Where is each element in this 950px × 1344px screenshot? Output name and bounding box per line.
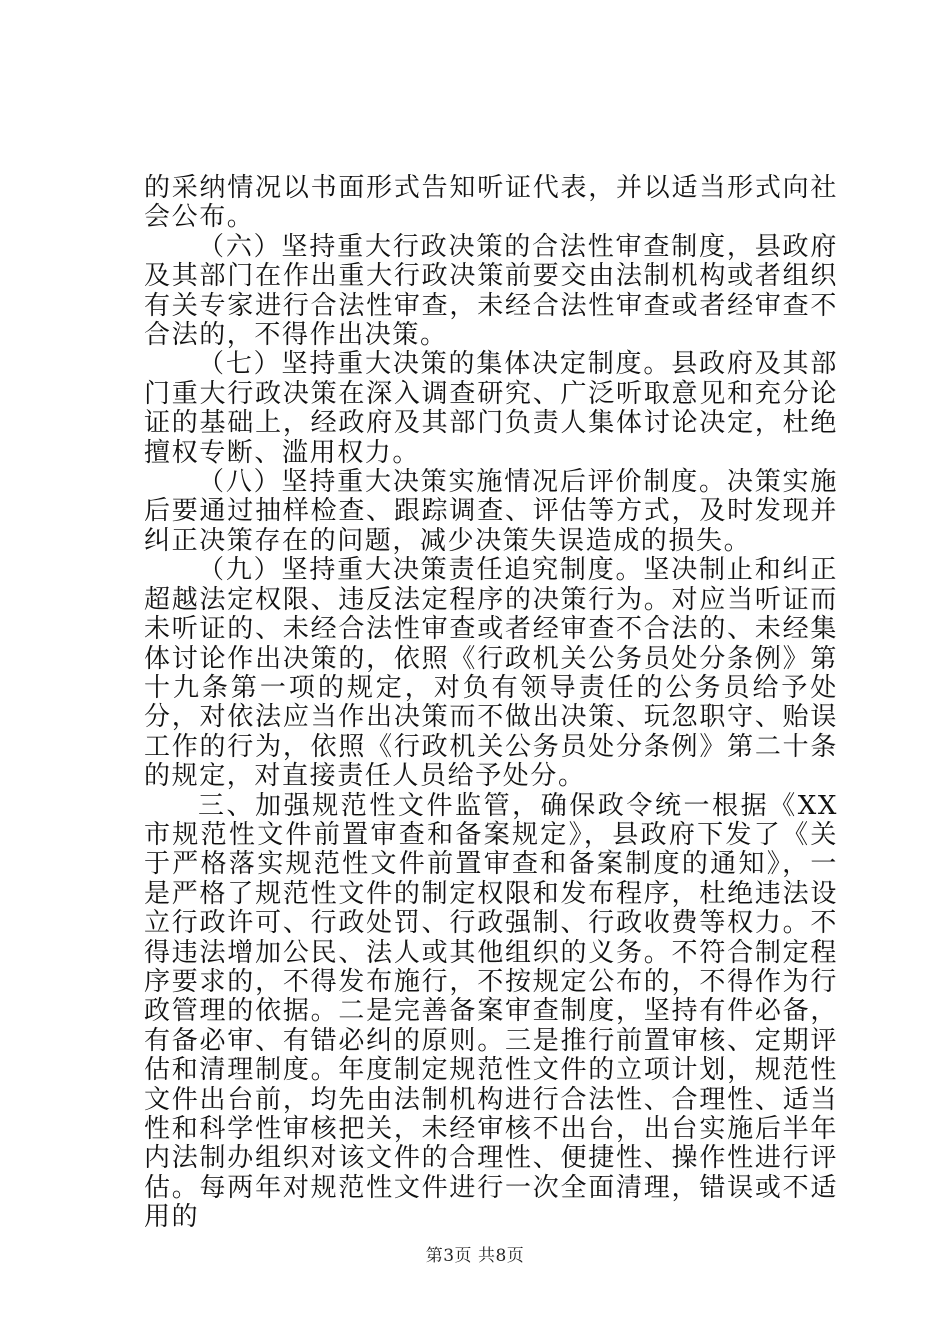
paragraph-5: 三、加强规范性文件监管，确保政令统一根据《XX市规范性文件前置审查和备案规定》，县政府下发了《关于严格落实规范性文件前置审查和备案制度的通知》，一是严格了规范性文件的制定权限和发布程序，杜绝违法设立行政许可、行政处罚、行政强制、行政收费等权力。不得违法增加公民、法人或其他组织的义务。不符合制定程序要求的，不得发布施行，不按规定公布的，不得作为行政管理的依据。二是完善备案审查制度，坚持有件必备，有备必审、有错必纠的原则。三是推行前置审核、定期评估和清理制度。年度制定规范性文件的立项计划，规范性文件出台前，均先由法制机构进行合法性、合理性、适当性和科学性审核把关，未经审核不出台，出台实施后半年内法制办组织对该文件的合理性、便捷性、操作性进行评估。每两年对规范性文件进行一次全面清理，错误或不适用的 bbox=[144, 790, 838, 1233]
page-footer: 第3页 共8页 bbox=[425, 1246, 525, 1266]
document-body bbox=[144, 174, 838, 1233]
paragraph-4: （九）坚持重大决策责任追究制度。坚决制止和纠正超越法定权限、违反法定程序的决策行为。对应当听证而未听证的、未经合法性审查或者经审查不合法的、未经集体讨论作出决策的，依照《行政机关公务员处分条例》第十九条第一项的规定，对负有领导责任的公务员给予处分，对依法应当作出决策而不做出决策、玩忽职守、贻误工作的行为，依照《行政机关公务员处分条例》第二十条的规定，对直接责任人员给予处分。 bbox=[144, 555, 838, 792]
paragraph-3: （八）坚持重大决策实施情况后评价制度。决策实施后要通过抽样检查、跟踪调查、评估等方式，及时发现并纠正决策存在的问题，减少决策失误造成的损失。 bbox=[144, 467, 838, 556]
paragraph-0: 的采纳情况以书面形式告知听证代表，并以适当形式向社会公布。 bbox=[144, 173, 838, 233]
paragraph-1: （六）坚持重大行政决策的合法性审查制度，县政府及其部门在作出重大行政决策前要交由法制机构或者组织有关专家进行合法性审查，未经合法性审查或者经审查不合法的，不得作出决策。 bbox=[144, 231, 838, 351]
paragraph-2: （七）坚持重大决策的集体决定制度。县政府及其部门重大行政决策在深入调查研究、广泛听取意见和充分论证的基础上，经政府及其部门负责人集体讨论决定，杜绝擅权专断、滥用权力。 bbox=[144, 349, 838, 468]
